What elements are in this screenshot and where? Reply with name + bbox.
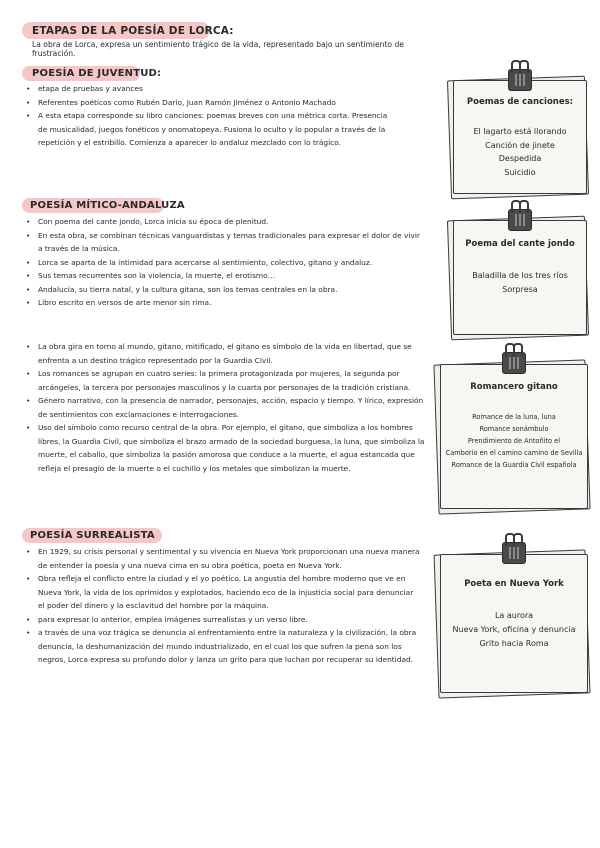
note-item: Romance de la Guardia Civil española: [451, 461, 577, 469]
note-title: Poeta en Nueva York: [464, 579, 564, 589]
surrealista-heading: POESÍA SURREALISTA: [30, 530, 155, 541]
bullet-icon: •: [26, 628, 31, 637]
mitico-section-a: [24, 215, 426, 310]
note-item: Grito hacia Roma: [479, 639, 549, 648]
bullet-icon: •: [26, 284, 31, 294]
list-item: • a través de una voz trágica se denuncia al enfrentamiento entre la naturaleza y la civilización, la obra denuncia, la deshumanización del mundo industrializado, en el cual los que sufren la pena son los negros, Lorca expresa su profundo dolor y lanza un grito para que luchan por recuperar su identidad.: [26, 628, 417, 664]
list-item: • Los romances se agrupan en cuatro series: la primera protagonizada por mujeres, la segunda por arcángeles, la tercera por personajes masculinos y la cuarta por personajes de la tradición cristiana.: [26, 369, 411, 392]
bullet-icon: •: [26, 111, 31, 120]
list-item: • Uso del símbolo como recurso central de la obra. Por ejemplo, el gitano, que simboliza a los hombres libres, la Guardia Civil, que simboliza el brazo armado de la sociedad burguesa, la luna, que simboliza la muerte, el caballo, que simboliza la pasión amorosa que conduce a la muerte, el agua estancada que refleja el presagio de la muerte o el cuchillo y los metales que simbolizan la muerte.: [26, 423, 425, 473]
list-item: • Andalucía, su tierra natal, y la cultura gitana, son los temas centrales en la obra.: [24, 283, 426, 297]
bullet-icon: •: [26, 84, 31, 93]
list-item: • Género narrativo, con la presencia de narrador, personajes, acción, espacio y tiempo. Y lírico, expresión de sentimientos con exclamaciones e interrogaciones.: [26, 396, 424, 419]
note-title: Poema del cante jondo: [465, 239, 575, 249]
bullet-icon: •: [26, 423, 31, 432]
bullet-icon: •: [26, 230, 31, 240]
juventud-heading: POESÍA DE JUVENTUD:: [32, 68, 162, 79]
intro-text: La obra de Lorca, expresa un sentimiento trágico de la vida, representado bajo un sentimiento de frustración.: [32, 40, 404, 58]
note-item: Canción de jinete: [485, 140, 555, 150]
list-item: • La obra gira en torno al mundo, gitano, mitificado, el gitano es símbolo de la vida en libertad, que se enfrenta a un destino trágico representado por la Guardia Civil.: [26, 342, 412, 365]
note-title: Poemas de canciones:: [466, 97, 574, 107]
bullet-icon: •: [26, 614, 31, 624]
note-item: Prendimiento de Antoñito el: [467, 437, 561, 445]
note-paper: [453, 80, 587, 194]
surrealista-section: [24, 545, 422, 667]
bullet-icon: •: [26, 257, 31, 267]
note-item: Romance sonámbulo: [479, 425, 549, 433]
bullet-icon: •: [26, 369, 31, 378]
list-item: • En 1929, su crisis personal y sentimental y su vivencia en Nueva York proporcionan una nueva manera de entender la poesía y una nueva cima en su obra poética, poeta en Nueva York.: [26, 547, 420, 570]
note-item: Romance de la luna, luna: [472, 413, 556, 421]
list-item: • Obra refleja el conflicto entre la ciudad y el yo poético. La angustia del hombre moderno que ve en Nueva York, la vida de los oprimidos y explotados, haciendo eco de la injusticia social para denunciar el poder del dinero y la esclavitud del hombre por la máquina.: [26, 574, 414, 610]
bullet-icon: •: [26, 396, 31, 405]
list-item: • Lorca se aparta de la intimidad para acercarse al sentimiento, colectivo, gitano y andaluz.: [24, 256, 426, 270]
note-item: El lagarto está llorando: [473, 127, 567, 136]
bullet-icon: •: [26, 298, 31, 307]
note-item: Nueva York, oficina y denuncia: [452, 625, 576, 634]
note-title: Romancero gitano: [470, 382, 558, 392]
note-item: Sorpresa: [502, 285, 538, 294]
note-paper: [440, 554, 588, 693]
note-paper: [440, 364, 588, 509]
list-item: • para expresar lo anterior, emplea imágenes surrealistas y un verso libre.: [24, 613, 422, 627]
bullet-icon: •: [26, 271, 31, 280]
bullet-icon: •: [26, 342, 31, 351]
bullet-icon: •: [26, 574, 31, 583]
binder-clip-icon: [502, 542, 526, 564]
list-item: • etapa de pruebas y avances: [24, 82, 396, 96]
list-item: • Con poema del cante jondo, Lorca inicia su época de plenitud.: [24, 215, 426, 229]
mitico-section-b: [24, 340, 426, 475]
binder-clip-icon: [502, 352, 526, 374]
note-item: Camborio en el camino camino de Sevilla: [445, 449, 583, 457]
bullet-icon: •: [26, 97, 31, 107]
bullet-icon: •: [26, 547, 31, 556]
binder-clip-icon: [508, 69, 532, 91]
list-item: • En esta obra, se combinan técnicas vanguardistas y temas tradicionales para expresar el dolor de vivir a través de la música.: [26, 230, 420, 253]
bullet-icon: •: [26, 217, 31, 226]
mitico-heading: POESÍA MÍTICO-ANDALUZA: [30, 200, 185, 211]
note-item: Despedida: [498, 154, 542, 163]
list-item: • A esta etapa corresponde su libro canciones: poemas breves con una métrica corta. Presencia de musicalidad, juegos fonéticos y onomatopeya. Fusiona lo oculto y lo popular a través de la repetición y el estribillo. Comienza a aparecer lo andaluz mezclado con lo trágico.: [26, 111, 388, 147]
note-item: La aurora: [494, 611, 534, 620]
page-title: ETAPAS DE LA POESÍA DE LORCA:: [32, 25, 234, 37]
juventud-section: [24, 82, 396, 150]
list-item: • Sus temas recurrentes son la violencia, la muerte, el erotismo…: [24, 269, 426, 283]
list-item: • Libro escrito en versos de arte menor sin rima.: [24, 296, 426, 310]
note-paper: [453, 220, 587, 335]
binder-clip-icon: [508, 209, 532, 231]
note-item: Baladilla de los tres ríos: [472, 271, 568, 280]
note-item: Suicidio: [504, 167, 536, 177]
list-item: • Referentes poéticos como Rubén Darío, Juan Ramón Jiménez o Antonio Machado: [24, 96, 396, 110]
